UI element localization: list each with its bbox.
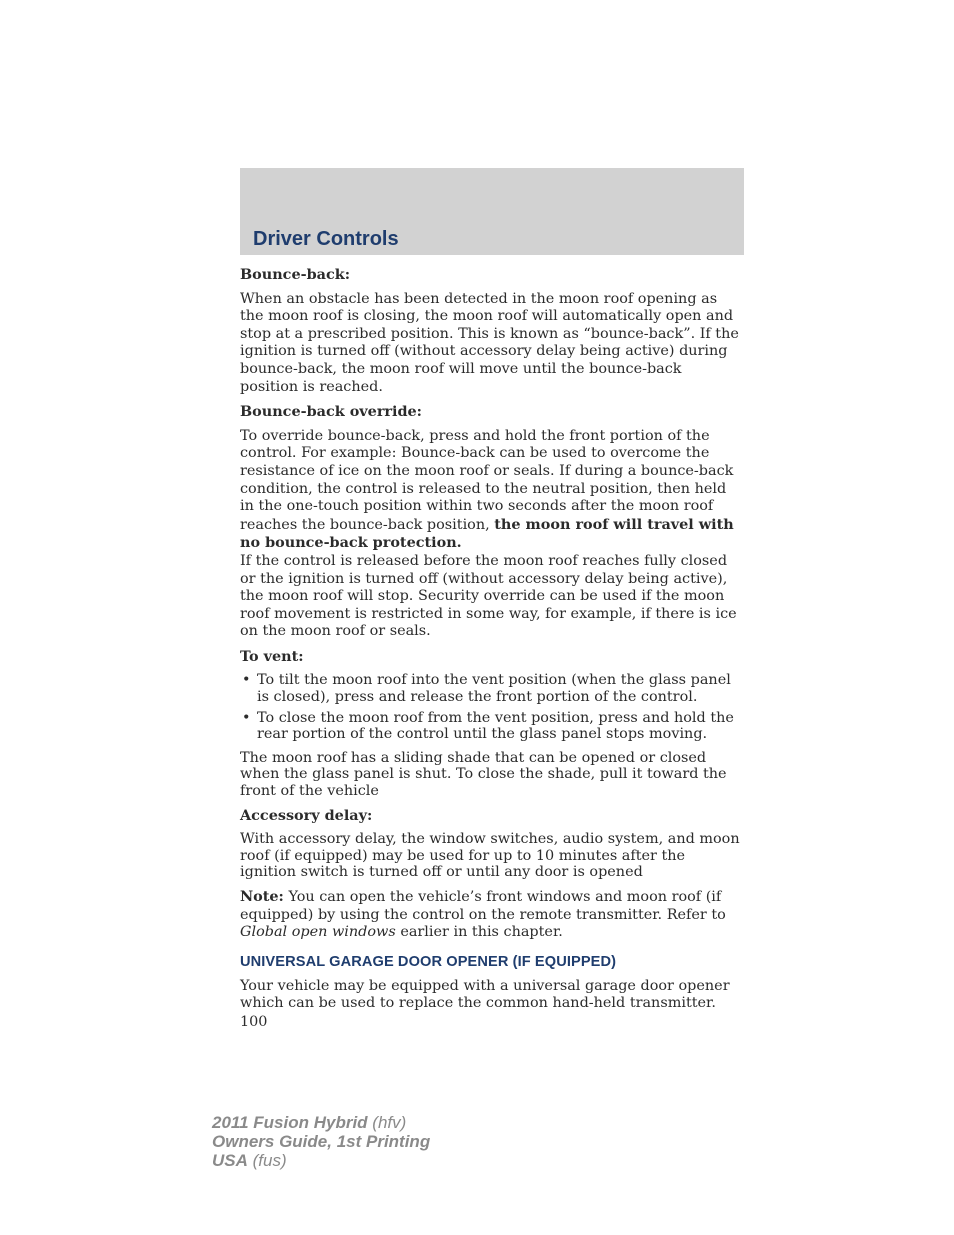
note-label: Note: (240, 888, 284, 905)
vent-bullet-text: To tilt the moon roof into the vent position (when the glass panel is closed), press and release the front portion of the control. (257, 672, 731, 706)
chapter-header-band (240, 168, 744, 255)
accessory-delay-paragraph: With accessory delay, the window switches, audio system, and moon roof (if equipped) may be used for up to 10 minutes after the ignition switch is turned off or until any door is opened (240, 831, 740, 881)
override-paragraph (240, 428, 744, 641)
bullet-icon: • (242, 672, 251, 689)
note-text-part1: You can open the vehicle’s front windows and moon roof (if equipped) by using the control on the remote transmitter. Refer to (240, 889, 726, 923)
footer-line-1 (212, 1113, 430, 1132)
footer-model-code: (hfv) (372, 1113, 407, 1132)
footer-market: USA (212, 1151, 248, 1170)
vent-bullet-list (240, 672, 744, 742)
chapter-title: Driver Controls (253, 228, 399, 250)
shade-paragraph: The moon roof has a sliding shade that can be opened or closed when the glass panel is shut. To close the shade, pull it toward the front of the vehicle (240, 749, 727, 800)
override-heading: Bounce-back override: (240, 403, 422, 421)
document-footer (212, 1113, 430, 1170)
override-text-part2: If the control is released before the moon roof reaches fully closed or the ignition is turned off (without accessory delay being active), the moon roof will stop. Security override can be used if the moon roof movement is restricted in some way, for example, if there is ice on the moon roof or seals. (240, 552, 737, 640)
bounce-back-heading: Bounce-back: (240, 266, 351, 283)
note-reference: Global open windows (240, 924, 396, 941)
vent-bullet-text: To close the moon roof from the vent position, press and hold the rear portion of the control until the glass panel stops moving. (257, 709, 734, 743)
override-text-part1: To override bounce-back, press and hold the front portion of the control. For example: Bounce-back can be used to overcome the resistance of ice on the moon roof or seals. If during a bounce-back condition, the control is released to the neutral position, then held in the one-touch position within two seconds after the moon roof reaches the bounce-back position, (240, 427, 734, 533)
vent-heading: To vent: (240, 647, 304, 665)
bounce-back-paragraph: When an obstacle has been detected in the moon roof opening as the moon roof is closing, the moon roof will automatically open and stop at a prescribed position. This is known as “bounce-back”. If the ignition is turned off (without accessory delay being active) during bounce-back, the moon roof will move until the bounce-back position is reached. (240, 290, 739, 395)
footer-guide-edition: Owners Guide, 1st Printing (212, 1132, 431, 1151)
note-text-part2: earlier in this chapter. (400, 924, 563, 941)
page-number: 100 (240, 1013, 268, 1030)
list-item (240, 710, 744, 743)
accessory-delay-heading: Accessory delay: (240, 806, 373, 824)
footer-model: 2011 Fusion Hybrid (212, 1113, 368, 1132)
garage-door-section-heading: UNIVERSAL GARAGE DOOR OPENER (IF EQUIPPED) (240, 953, 617, 970)
footer-line-3 (212, 1151, 430, 1170)
page-body (240, 266, 744, 1031)
footer-line-2 (212, 1132, 430, 1151)
override-bold-warning: the moon roof will travel with no bounce-back protection. (240, 515, 734, 552)
garage-door-paragraph: Your vehicle may be equipped with a universal garage door opener which can be used to replace the common hand-held transmitter. (240, 978, 730, 1011)
list-item (240, 672, 744, 705)
bullet-icon: • (242, 709, 251, 726)
footer-market-code: (fus) (252, 1151, 287, 1170)
note-paragraph (240, 888, 744, 942)
